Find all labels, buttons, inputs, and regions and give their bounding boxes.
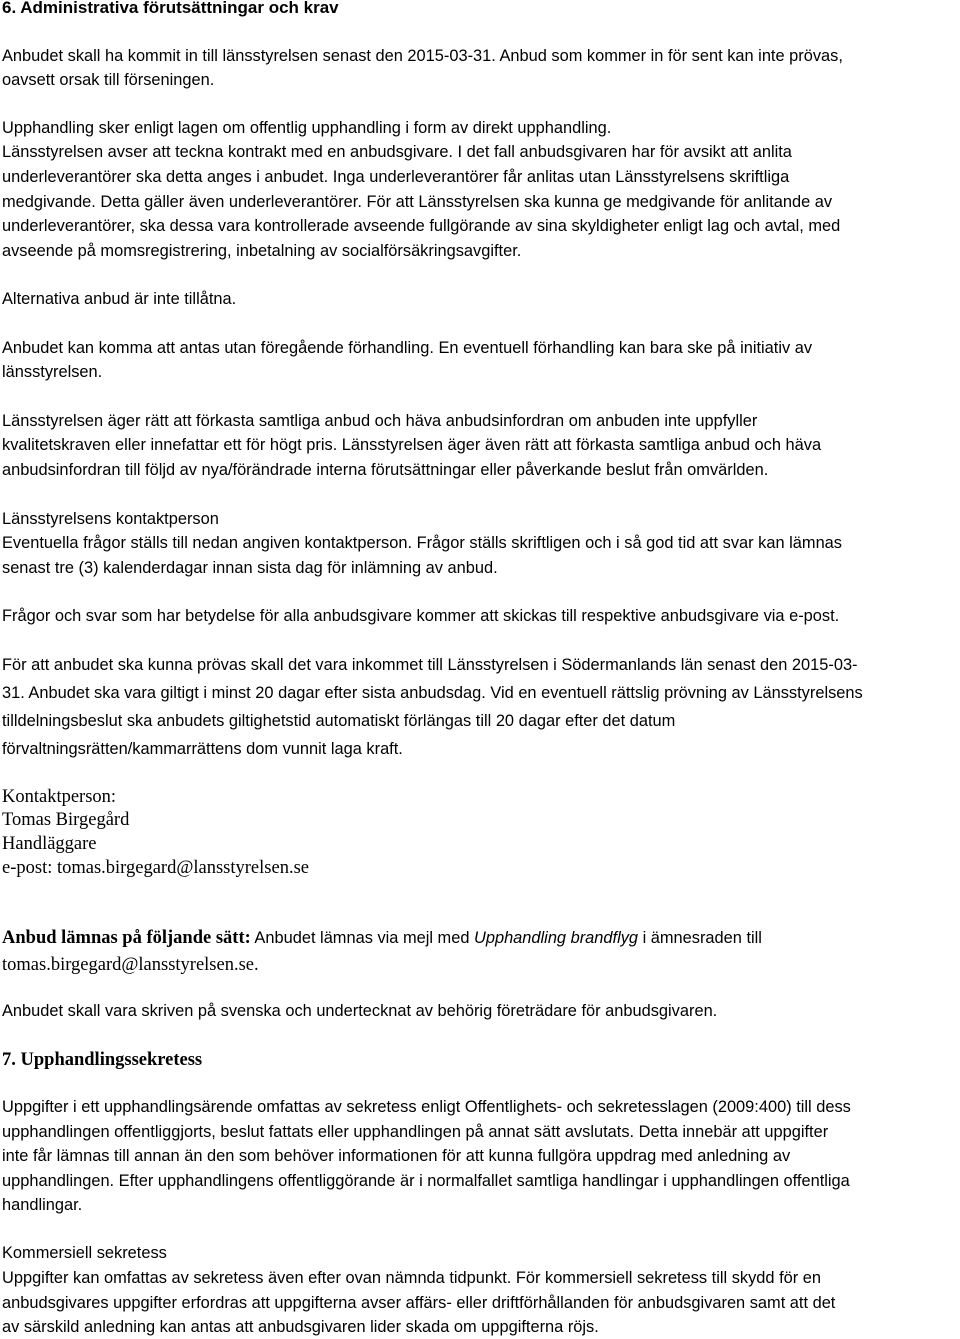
contact-name: Tomas Birgegård <box>2 810 130 830</box>
submission-email: tomas.birgegard@lansstyrelsen.se. <box>2 955 259 975</box>
paragraph-line: Länsstyrelsen avser att teckna kontrakt med en anbudsgivare. I det fall anbudsgivaren har för avsikt att anlita <box>2 143 792 161</box>
paragraph-line: upphandlingen. Efter upphandlingens offentliggörande är i normalfallet samtliga handlingar i upphandlingen offentliga <box>2 1172 850 1190</box>
paragraph-line: avseende på momsregistrering, inbetalning av socialförsäkringsavgifter. <box>2 242 522 260</box>
contact-role: Handläggare <box>2 834 97 854</box>
paragraph-line: anbudsinfordran till följd av nya/förändrade interna förutsättningar eller påverkande beslut från omvärlden. <box>2 461 769 479</box>
paragraph-line: underleverantörer, ska dessa vara kontrollerade avseende fullgörande av sina skyldigheter enligt lag och avtal, med <box>2 217 841 235</box>
paragraph-line: länsstyrelsen. <box>2 363 103 381</box>
section-6-heading: 6. Administrativa förutsättningar och krav <box>2 0 339 17</box>
contact-label: Kontaktperson: <box>2 787 117 807</box>
paragraph-line: senast tre (3) kalenderdagar innan sista dag för inlämning av anbud. <box>2 559 498 577</box>
paragraph-line: 31. Anbudet ska vara giltigt i minst 20 dagar efter sista anbudsdag. Vid en eventuell rättslig prövning av Länsstyrelsens <box>2 684 863 702</box>
submission-text-b: i ämnesraden till <box>638 929 762 947</box>
contact-email: e-post: tomas.birgegard@lansstyrelsen.se <box>2 858 309 878</box>
paragraph-line: tilldelningsbeslut ska anbudets giltighetstid automatiskt förlängas till 20 dagar efter det datum <box>2 712 676 730</box>
paragraph-line: upphandlingen offentliggjorts, beslut fattats eller upphandlingen på annat sätt avslutats. Detta innebär att uppgifter <box>2 1123 829 1141</box>
paragraph-line: Anbudet skall vara skriven på svenska och undertecknat av behörig företrädare för anbudsgivaren. <box>2 1002 718 1020</box>
contact-subheading: Länsstyrelsens kontaktperson <box>2 510 219 528</box>
paragraph-line: Frågor och svar som har betydelse för alla anbudsgivare kommer att skickas till respektive anbudsgivare via e-post. <box>2 607 840 625</box>
paragraph-line: För att anbudet ska kunna prövas skall det vara inkommet till Länsstyrelsen i Södermanlands län senast den 2015-03- <box>2 656 858 674</box>
paragraph-line: Eventuella frågor ställs till nedan angiven kontaktperson. Frågor ställs skriftligen och i så god tid att svar kan lämnas <box>2 534 842 552</box>
paragraph-line: Alternativa anbud är inte tillåtna. <box>2 290 237 308</box>
paragraph-line: oavsett orsak till förseningen. <box>2 71 215 89</box>
submission-line <box>2 928 762 948</box>
submission-subject: Upphandling brandflyg <box>474 929 639 947</box>
paragraph-line: Uppgifter i ett upphandlingsärende omfattas av sekretess enligt Offentlighets- och sekretesslagen (2009:400) till dess <box>2 1098 851 1116</box>
paragraph-line: Upphandling sker enligt lagen om offentlig upphandling i form av direkt upphandling. <box>2 119 612 137</box>
paragraph-line: underleverantörer ska detta anges i anbudet. Inga underleverantörer får anlitas utan Länsstyrelsens skriftliga <box>2 168 790 186</box>
paragraph-line: Länsstyrelsen äger rätt att förkasta samtliga anbud och häva anbudsinfordran om anbuden inte uppfyller <box>2 412 758 430</box>
submission-label: Anbud lämnas på följande sätt: <box>2 928 251 948</box>
commercial-secrecy-subheading: Kommersiell sekretess <box>2 1244 167 1262</box>
paragraph-line: anbudsgivares uppgifter erfordras att uppgifterna avser affärs- eller driftförhållanden för anbudsgivaren samt att det <box>2 1294 836 1312</box>
paragraph-line: förvaltningsrätten/kammarrättens dom vunnit laga kraft. <box>2 740 403 758</box>
section-7-heading: 7. Upphandlingssekretess <box>2 1050 203 1070</box>
paragraph-line: inte får lämnas till annan än den som behöver informationen för att kunna fullgöra uppdrag med anledning av <box>2 1147 791 1165</box>
submission-text-a: Anbudet lämnas via mejl med <box>250 929 474 947</box>
paragraph-line: handlingar. <box>2 1196 83 1214</box>
paragraph-line: Uppgifter kan omfattas av sekretess även efter ovan nämnda tidpunkt. För kommersiell sekretess till skydd för en <box>2 1269 821 1287</box>
paragraph-line: medgivande. Detta gäller även underleverantörer. För att Länsstyrelsen ska kunna ge medgivande för anlitande av <box>2 193 833 211</box>
paragraph-line: Anbudet kan komma att antas utan föregående förhandling. En eventuell förhandling kan bara ske på initiativ av <box>2 339 813 357</box>
paragraph-line: av särskild anledning kan antas att anbudsgivaren lider skada om uppgifterna röjs. <box>2 1318 599 1336</box>
paragraph-line: Anbudet skall ha kommit in till länsstyrelsen senast den 2015-03-31. Anbud som kommer in för sent kan inte prövas, <box>2 47 843 65</box>
paragraph-line: kvalitetskraven eller innefattar ett för högt pris. Länsstyrelsen äger även rätt att förkasta samtliga anbud och häva <box>2 436 822 454</box>
